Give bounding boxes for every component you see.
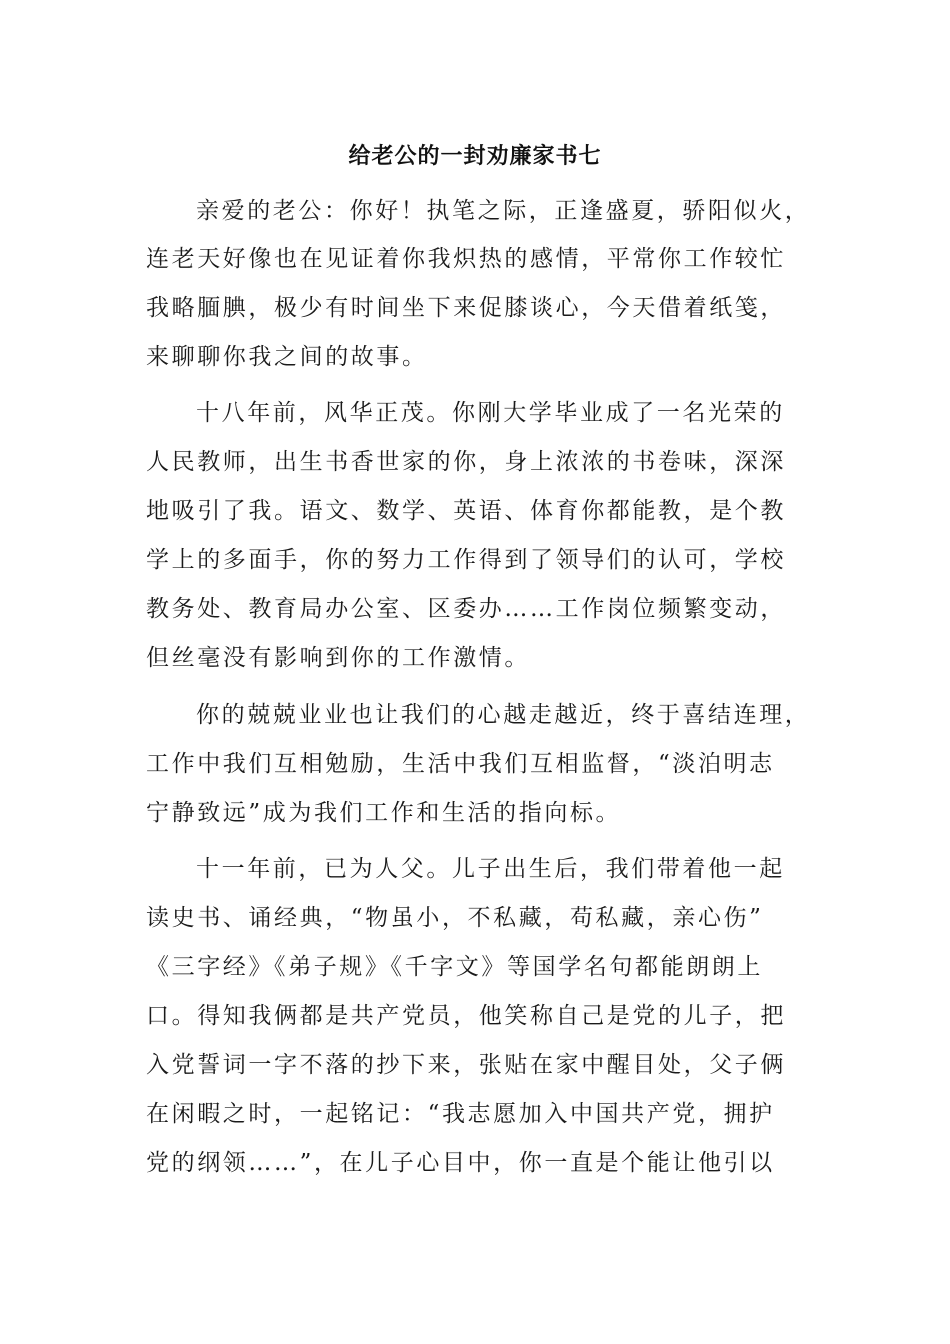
paragraph-line: 党的纲领……”，在儿子心目中，你一直是个能让他引以 <box>146 1150 775 1176</box>
paragraph-line: 但丝毫没有影响到你的工作激情。 <box>146 645 530 671</box>
paragraph-line: 口。得知我俩都是共产党员，他笑称自己是党的儿子，把 <box>146 1003 786 1029</box>
paragraph-line: 人民教师，出生书香世家的你，身上浓浓的书卷味，深深 <box>146 449 786 475</box>
paragraph-line: 教务处、教育局办公室、区委办……工作岗位频繁变动， <box>146 596 786 622</box>
paragraph-line: 十八年前，风华正茂。你刚大学毕业成了一名光荣的 <box>196 400 785 426</box>
paragraph-line: 来聊聊你我之间的故事。 <box>146 344 428 370</box>
paragraph-line: 工作中我们互相勉励，生活中我们互相监督，“淡泊明志 <box>146 751 775 777</box>
paragraph-line: 读史书、诵经典，“物虽小，不私藏，苟私藏，亲心伤” <box>146 905 764 931</box>
paragraph-line: 入党誓词一字不落的抄下来，张贴在家中醒目处，父子俩 <box>146 1052 786 1078</box>
document-title: 给老公的一封劝廉家书七 <box>348 143 602 169</box>
paragraph-line: 地吸引了我。语文、数学、英语、体育你都能教，是个教 <box>146 498 786 524</box>
paragraph-line: 你的兢兢业业也让我们的心越走越近，终于喜结连理， <box>196 702 811 728</box>
paragraph-line: 连老天好像也在见证着你我炽热的感情，平常你工作较忙 <box>146 246 786 272</box>
paragraph-line: 十一年前，已为人父。儿子出生后，我们带着他一起 <box>196 856 785 882</box>
paragraph-line: 我略腼腆，极少有时间坐下来促膝谈心，今天借着纸笺， <box>146 295 786 321</box>
paragraph-line: 学上的多面手，你的努力工作得到了领导们的认可，学校 <box>146 547 786 573</box>
paragraph-line: 宁静致远”成为我们工作和生活的指向标。 <box>146 800 622 826</box>
paragraph-line: 亲爱的老公：你好！执笔之际，正逢盛夏，骄阳似火， <box>196 198 811 224</box>
paragraph-line: 《三字经》《弟子规》《千字文》等国学名句都能朗朗上 <box>146 954 763 980</box>
paragraph-line: 在闲暇之时，一起铭记：“我志愿加入中国共产党，拥护 <box>146 1101 775 1127</box>
